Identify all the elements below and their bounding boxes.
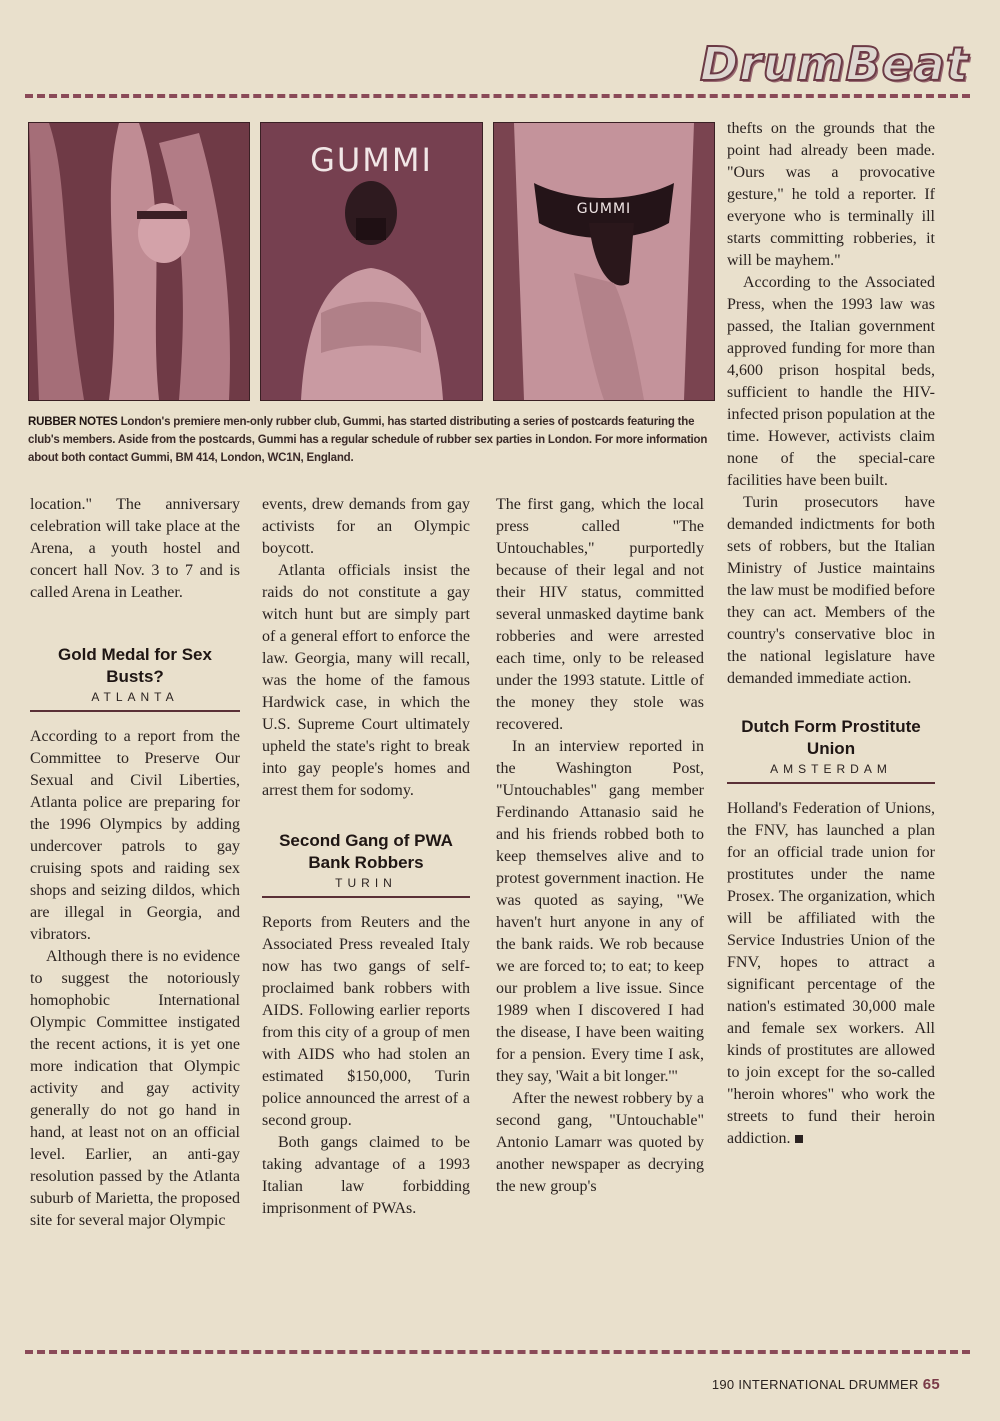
col4-paragraph-4: [727, 798, 935, 1150]
photo-torso-illustration: [494, 123, 714, 400]
headline-second-gang: [262, 830, 470, 898]
headline-location: ATLANTA: [30, 688, 240, 712]
caption-text: London's premiere men-only rubber club, Gummi, has started distributing a series of postcards featuring the club's members. Aside from the postcards, Gummi has a regular schedule of rubber sex parties in London. For more information about both contact Gummi, BM 414, London, WC1N, England.: [28, 416, 708, 464]
end-of-article-square-icon: [795, 1135, 803, 1143]
col4-paragraph-3: Turin prosecutors have demanded indictments for both sets of robbers, but the Italian Ministry of Justice maintains the law must be modified before they can act. Members of the country's conservative bloc in the national legislature have demanded immediate action.: [727, 494, 935, 687]
col4-paragraph-1: thefts on the grounds that the point had already been made. "Ours was a provocative gesture," he told a reporter. If everyone who is terminally ill starts committing robberies, it will be mayhem.": [727, 120, 935, 269]
page-folio: [712, 1376, 940, 1393]
folio-publication: 190 INTERNATIONAL DRUMMER: [711, 1377, 919, 1392]
headline-title: Gold Medal for Sex Busts?: [58, 645, 212, 686]
column-2: [262, 494, 470, 1220]
col2-paragraph-3: Reports from Reuters and the Associated Press revealed Italy now has two gangs of self-proclaimed bank robbers with AIDS. Following earlier reports from this city of a group of men with AIDS who had stolen an estimated $150,000, Turin police announced the arrest of a second group.: [262, 914, 470, 1129]
photo-postcard-3: [493, 122, 715, 401]
top-dashed-rule: [25, 94, 970, 98]
photo-postcard-1: [28, 122, 250, 401]
headline-title: Second Gang of PWA Bank Robbers: [279, 831, 453, 872]
col3-paragraph-2: In an interview reported in the Washington Post, "Untouchables" gang member Ferdinando Attanasio said he and his friends robbed both to keep themselves alive and to protest government inaction. He was quoted as saying, "We haven't hurt anyone in any of the bank raids. We rob because we are forced to; to eat; to keep our problem a live issue. Since 1989 when I discovered I had the disease, I have been waiting for a pension. Every time I ask, they say, 'Wait a bit longer.'": [496, 738, 704, 1085]
headline-location: AMSTERDAM: [727, 760, 935, 784]
col1-paragraph-2: According to a report from the Committee to Preserve Our Sexual and Civil Liberties, Atlanta police are preparing for the 1996 Olympics by adding undercover patrols to gay cruising spots and raiding sex shops and seizing dildos, which are illegal in Georgia, and vibrators.: [30, 728, 240, 943]
caption-lead: RUBBER NOTES: [28, 416, 118, 428]
col2-paragraph-4: Both gangs claimed to be taking advantage of a 1993 Italian law forbidding imprisonment of PWAs.: [262, 1134, 470, 1217]
photo-postcard-2: [260, 122, 483, 401]
photo-figures-illustration: [29, 123, 249, 400]
col4-paragraph-4-text: Holland's Federation of Unions, the FNV, has launched a plan for an official trade union for prostitutes under the name Prosex. The organization, which will be affiliated with the Service Industries Union of the FNV, hopes to attract a significant percentage of the nation's estimated 30,000 male and female sex workers. All kinds of prostitutes are allowed to join except for the so-called "heroin whores" who work the streets to fund their heroin addiction.: [727, 800, 935, 1147]
col4-paragraph-2: According to the Associated Press, when the 1993 law was passed, the Italian government approved funding for more than 4,600 prison hospital beds, sufficient to handle the HIV-infected prison population at the time. However, activists claim none of the special-care facilities have been built.: [727, 274, 935, 489]
col3-paragraph-1: The first gang, which the local press called "The Untouchables," purportedly because of their legal and not their HIV status, committed several unmasked daytime bank robberies and were arrested each time, only to be released under the 1993 statute. Little of the money they stole was recovered.: [496, 496, 704, 733]
column-1: [30, 494, 240, 1232]
photo-caption: [28, 413, 714, 467]
headline-title: Dutch Form Prostitute Union: [741, 717, 921, 758]
photo-gummi-title: GUMMI: [310, 141, 433, 179]
col2-paragraph-1: events, drew demands from gay activists for an Olympic boycott.: [262, 496, 470, 557]
col1-paragraph-3: Although there is no evidence to suggest the notoriously homophobic International Olympic Committee instigated the recent actions, it is yet one more indication that Olympic activity and gay activity generally do not go hand in hand, at least not on an official level. Earlier, an anti-gay resolution passed by the Atlanta suburb of Marietta, the proposed site for several major Olympic: [30, 948, 240, 1229]
folio-page-number: 65: [922, 1376, 940, 1393]
headline-gold-medal: [30, 644, 240, 712]
col1-paragraph-1: location." The anniversary celebration will take place at the Arena, a youth hostel and concert hall Nov. 3 to 7 and is called Arena in Leather.: [30, 496, 240, 601]
headline-location: TURIN: [262, 874, 470, 898]
photo-gummi-waistband-text: GUMMI: [576, 201, 632, 217]
masthead-logo: DrumBeat: [700, 37, 969, 91]
bottom-dashed-rule: [25, 1350, 970, 1354]
headline-dutch-union: [727, 716, 935, 784]
col3-paragraph-3: After the newest robbery by a second gang, "Untouchable" Antonio Lamarr was quoted by another newspaper as decrying the new group's: [496, 1090, 704, 1195]
column-4: [727, 118, 935, 1150]
col2-paragraph-2: Atlanta officials insist the raids do not constitute a gay witch hunt but are simply part of a general effort to enforce the law. Georgia, many will recall, was the home of the famous Hardwick case, in which the U.S. Supreme Court ultimately upheld the state's right to break into gay people's homes and arrest them for sodomy.: [262, 562, 470, 799]
column-3: [496, 494, 704, 1198]
